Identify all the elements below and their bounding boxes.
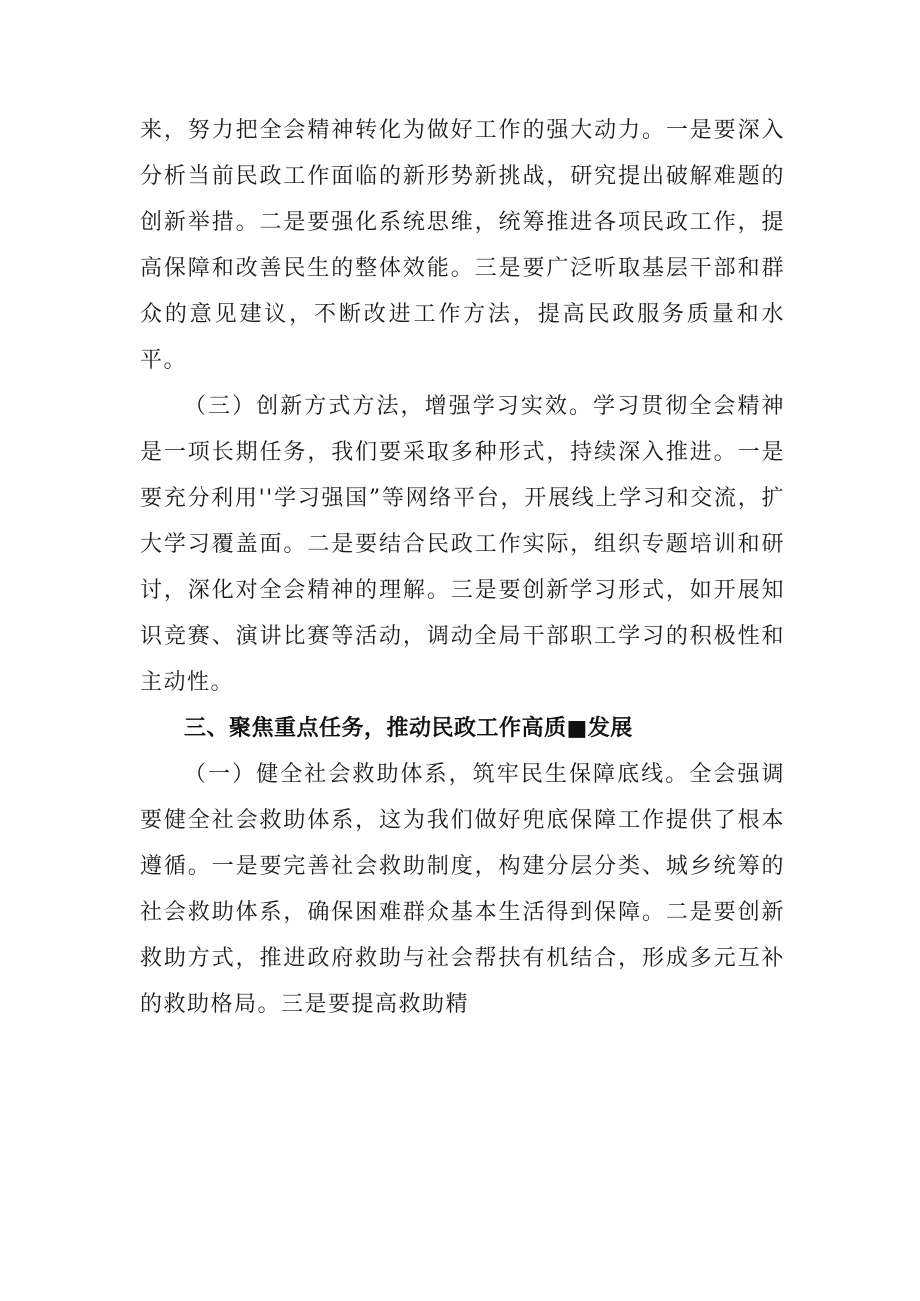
document-body bbox=[140, 108, 785, 1028]
paragraph-innovate-methods: （三）创新方式方法，增强学习实效。学习贯彻全会精神是一项长期任务，我们要采取多种形式，持续深入推进。一是要充分利用''学习强国”等网络平台，开展线上学习和交流，扩大学习覆盖面。二是要结合民政工作实际，组织专题培训和研讨，深化对全会精神的理解。三是要创新学习形式，如开展知识竞赛、演讲比赛等活动，调动全局干部职工学习的积极性和主动性。 bbox=[140, 394, 785, 695]
section-heading-three: 三、聚焦重点任务，推动民政工作高质■发展 bbox=[184, 716, 633, 741]
paragraph-continuation: 来，努力把全会精神转化为做好工作的强大动力。一是要深入分析当前民政工作面临的新形势新挑战，研究提出破解难题的创新举措。二是要强化系统思维，统筹推进各项民政工作，提高保障和改善民生的整体效能。三是要广泛听取基层干部和群众的意见建议，不断改进工作方法，提高民政服务质量和水平。 bbox=[140, 118, 785, 373]
paragraph-social-assistance: （一）健全社会救助体系，筑牢民生保障底线。全会强调要健全社会救助体系，这为我们做好兜底保障工作提供了根本遵循。一是要完善社会救助制度，构建分层分类、城乡统筹的社会救助体系，确保困难群众基本生活得到保障。二是要创新救助方式，推进政府救助与社会帮扶有机结合，形成多元互补的救助格局。三是要提高救助精 bbox=[140, 762, 785, 1017]
